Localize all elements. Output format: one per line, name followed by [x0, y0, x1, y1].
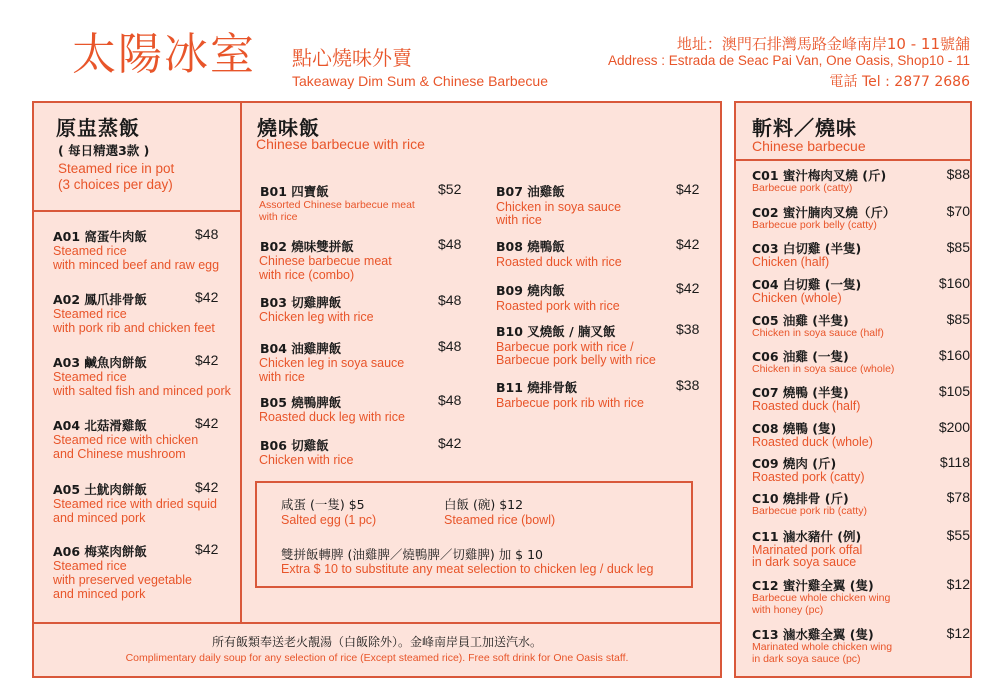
pot-rice-item-code: A03 鹹魚肉餅飯	[53, 355, 147, 370]
bbq-rice-item-price: $48	[438, 338, 462, 354]
bbq-rice-item-desc: with rice	[496, 213, 542, 227]
cut-bbq-item-desc: Marinated pork offal	[752, 543, 863, 557]
cut-bbq-item-desc: Chicken (whole)	[752, 291, 842, 305]
pot-rice-item-code: A02 鳳爪排骨飯	[53, 292, 147, 307]
bbq-rice-item-code: B02 燒味雙拼飯	[260, 239, 354, 254]
bbq-rice-item-price: $48	[438, 392, 462, 408]
bbq-rice-item-code: B11 燒排骨飯	[496, 380, 578, 395]
cut-bbq-item-desc: Roasted duck (whole)	[752, 435, 873, 449]
bbq-rice-item-price: $48	[438, 292, 462, 308]
footer-divider	[32, 622, 722, 624]
pot-rice-item-desc: and minced pork	[53, 511, 146, 525]
cut-bbq-item-price: $85	[946, 311, 970, 327]
steamed-rice-zh: 白飯 (碗) $12	[444, 497, 524, 512]
swap-leg-en: Extra $ 10 to substitute any meat selection to chicken leg / duck leg	[281, 562, 654, 576]
subtitle-en: Takeaway Dim Sum & Chinese Barbecue	[292, 73, 549, 89]
cut-bbq-item-desc: Barbecue pork belly (catty)	[752, 219, 877, 231]
cut-bbq-item-price: $200	[938, 419, 970, 435]
cut-bbq-item-code: C08 燒鴨 (隻)	[752, 421, 837, 436]
cut-bbq-item-code: C10 燒排骨 (斤)	[752, 491, 849, 506]
bbq-rice-item-desc: Chicken with rice	[259, 453, 354, 467]
cut-bbq-item-code: C05 油雞 (半隻)	[752, 313, 849, 328]
bbq-rice-item-desc: Chicken in soya sauce	[496, 200, 622, 214]
bbq-rice-item-price: $42	[676, 236, 700, 252]
bbq-rice-item-code: B06 切雞飯	[260, 438, 329, 453]
bbq-rice-item-desc: Assorted Chinese barbecue meat	[259, 199, 415, 211]
bbq-rice-item-price: $42	[438, 435, 462, 451]
cut-bbq-item-desc: Marinated whole chicken wing	[752, 641, 893, 653]
cut-bbq-item-code: C01 蜜汁梅肉叉燒 (斤)	[752, 168, 887, 183]
cut-bbq-item-price: $88	[946, 166, 970, 182]
column-divider	[240, 101, 242, 623]
bbq-rice-item-desc: Roasted duck with rice	[496, 255, 622, 269]
cut-bbq-item-desc: Barbecue pork rib (catty)	[752, 505, 867, 517]
cut-bbq-item-price: $160	[938, 275, 970, 291]
swap-leg-zh: 雙拼飯轉脾 (油雞脾／燒鴨脾／切雞脾) 加 $ 10	[281, 547, 544, 562]
bbq-rice-item-price: $42	[676, 280, 700, 296]
pot-rice-item-desc: Steamed rice	[53, 244, 127, 258]
pot-rice-item-price: $42	[195, 352, 219, 368]
pot-rice-item-desc: and minced pork	[53, 587, 146, 601]
pot-rice-item-code: A06 梅菜肉餅飯	[53, 544, 147, 559]
bbq-rice-item-price: $48	[438, 236, 462, 252]
cut-bbq-item-code: C02 蜜汁腩肉叉燒（斤）	[752, 205, 896, 220]
bbq-rice-item-code: B01 四寶飯	[260, 184, 329, 199]
bbq-rice-item-desc: Roasted duck leg with rice	[259, 410, 405, 424]
cut-bbq-item-price: $85	[946, 239, 970, 255]
cut-bbq-item-code: C12 蜜汁雞全翼 (隻)	[752, 578, 874, 593]
pot-rice-item-desc: Steamed rice with chicken	[53, 433, 199, 447]
bbq-rice-item-code: B07 油雞飯	[496, 184, 565, 199]
bbq-rice-item-desc: Chicken leg in soya sauce	[259, 356, 405, 370]
pot-rice-title-en-1: Steamed rice in pot	[58, 161, 175, 176]
bbq-rice-title-zh: 燒味飯	[257, 116, 320, 140]
bbq-rice-item-price: $38	[676, 377, 700, 393]
bbq-rice-item-price: $52	[438, 181, 462, 197]
cut-bbq-item-desc: Roasted pork (catty)	[752, 470, 865, 484]
cut-bbq-item-price: $105	[938, 383, 970, 399]
cut-bbq-item-price: $12	[946, 625, 970, 641]
cut-bbq-item-desc: in dark soya sauce	[752, 555, 857, 569]
footer-en: Complimentary daily soup for any selection of rice (Except steamed rice). Free soft drink for One Oasis staff.	[125, 652, 629, 664]
pot-rice-item-price: $48	[195, 226, 219, 242]
cut-bbq-item-desc: Roasted duck (half)	[752, 399, 861, 413]
bbq-rice-item-desc: Barbecue pork rib with rice	[496, 396, 644, 410]
cut-bbq-item-price: $78	[946, 489, 970, 505]
bbq-rice-item-desc: with rice (combo)	[259, 268, 355, 282]
bbq-rice-item-desc: with rice	[259, 211, 298, 223]
cut-bbq-item-desc: Chicken (half)	[752, 255, 830, 269]
bbq-rice-item-price: $42	[676, 181, 700, 197]
bbq-rice-item-price: $38	[676, 321, 700, 337]
pot-rice-item-price: $42	[195, 289, 219, 305]
bbq-rice-item-desc: with rice	[259, 370, 305, 384]
pot-rice-item-desc: with preserved vegetable	[53, 573, 192, 587]
cut-bbq-item-code: C04 白切雞 (一隻)	[752, 277, 862, 292]
cut-bbq-item-price: $160	[938, 347, 970, 363]
bbq-rice-item-desc: Barbecue pork belly with rice	[496, 353, 656, 367]
salted-egg-en: Salted egg (1 pc)	[281, 513, 377, 527]
pot-rice-item-desc: with minced beef and raw egg	[53, 258, 220, 272]
cut-bbq-item-code: C13 滷水雞全翼 (隻)	[752, 627, 874, 642]
steamed-rice-en: Steamed rice (bowl)	[444, 513, 556, 527]
cut-bbq-divider	[734, 159, 972, 161]
bbq-rice-item-desc: Barbecue pork with rice /	[496, 340, 634, 354]
pot-rice-divider	[32, 210, 241, 212]
bbq-rice-title-en: Chinese barbecue with rice	[256, 136, 425, 152]
cut-bbq-item-desc: Barbecue whole chicken wing	[752, 592, 891, 604]
bbq-rice-item-code: B10 叉燒飯 / 腩叉飯	[496, 324, 616, 339]
cut-bbq-item-desc: Barbecue pork (catty)	[752, 182, 853, 194]
pot-rice-title-en-2: (3 choices per day)	[58, 177, 173, 192]
bbq-rice-item-desc: Chinese barbecue meat	[259, 254, 392, 268]
bbq-rice-item-desc: Chicken leg with rice	[259, 310, 374, 324]
bbq-rice-item-code: B09 燒肉飯	[496, 283, 565, 298]
cut-bbq-item-code: C06 油雞 (一隻)	[752, 349, 849, 364]
cut-bbq-item-desc: Chicken in soya sauce (whole)	[752, 363, 895, 375]
logo: 太陽冰室	[72, 29, 256, 80]
footer-zh: 所有飯類奉送老火靚湯（白飯除外）。金峰南岸員工加送汽水。	[211, 635, 542, 649]
cut-bbq-item-price: $70	[946, 203, 970, 219]
cut-bbq-title-en: Chinese barbecue	[752, 138, 866, 154]
cut-bbq-item-desc: Chicken in soya sauce (half)	[752, 327, 884, 339]
bbq-rice-item-code: B05 燒鴨脾飯	[260, 395, 342, 410]
cut-bbq-item-price: $55	[946, 527, 970, 543]
pot-rice-note-zh: ( 每日精選3款 )	[58, 143, 150, 158]
pot-rice-item-price: $42	[195, 541, 219, 557]
pot-rice-item-desc: with pork rib and chicken feet	[53, 321, 215, 335]
cut-bbq-item-desc: with honey (pc)	[752, 604, 824, 616]
pot-rice-item-desc: with salted fish and minced pork	[53, 384, 231, 398]
bbq-rice-item-code: B03 切雞脾飯	[260, 295, 342, 310]
pot-rice-item-desc: Steamed rice with dried squid	[53, 497, 217, 511]
cut-bbq-item-desc: in dark soya sauce (pc)	[752, 653, 861, 665]
pot-rice-item-price: $42	[195, 479, 219, 495]
phone: 電話 Tel : 2877 2686	[829, 74, 970, 90]
pot-rice-item-code: A04 北菇滑雞飯	[53, 418, 147, 433]
bbq-rice-item-desc: Roasted pork with rice	[496, 299, 620, 313]
pot-rice-item-code: A05 土魷肉餅飯	[53, 482, 147, 497]
pot-rice-item-desc: Steamed rice	[53, 559, 127, 573]
address-zh: 地址：澳門石排灣馬路金峰南岸10 - 11號舖	[676, 35, 970, 53]
cut-bbq-item-code: C07 燒鴨 (半隻)	[752, 385, 849, 400]
cut-bbq-item-price: $118	[939, 454, 970, 470]
pot-rice-item-desc: Steamed rice	[53, 370, 127, 384]
cut-bbq-title-zh: 斬料／燒味	[752, 116, 857, 140]
cut-bbq-item-code: C03 白切雞 (半隻)	[752, 241, 862, 256]
address-en: Address : Estrada de Seac Pai Van, One Oasis, Shop10 - 11	[608, 53, 970, 68]
salted-egg-zh: 咸蛋 (一隻) $5	[281, 497, 365, 512]
pot-rice-title-zh: 原盅蒸飯	[56, 116, 140, 140]
pot-rice-item-price: $42	[195, 415, 219, 431]
bbq-rice-item-code: B04 油雞脾飯	[260, 341, 342, 356]
pot-rice-item-desc: and Chinese mushroom	[53, 447, 186, 461]
cut-bbq-item-code: C11 滷水豬什 (例)	[752, 529, 862, 544]
subtitle-zh: 點心燒味外賣	[292, 46, 412, 70]
bbq-rice-item-code: B08 燒鴨飯	[496, 239, 565, 254]
pot-rice-item-code: A01 窩蛋牛肉飯	[53, 229, 147, 244]
cut-bbq-item-price: $12	[946, 576, 970, 592]
cut-bbq-item-code: C09 燒肉 (斤)	[752, 456, 837, 471]
pot-rice-item-desc: Steamed rice	[53, 307, 127, 321]
